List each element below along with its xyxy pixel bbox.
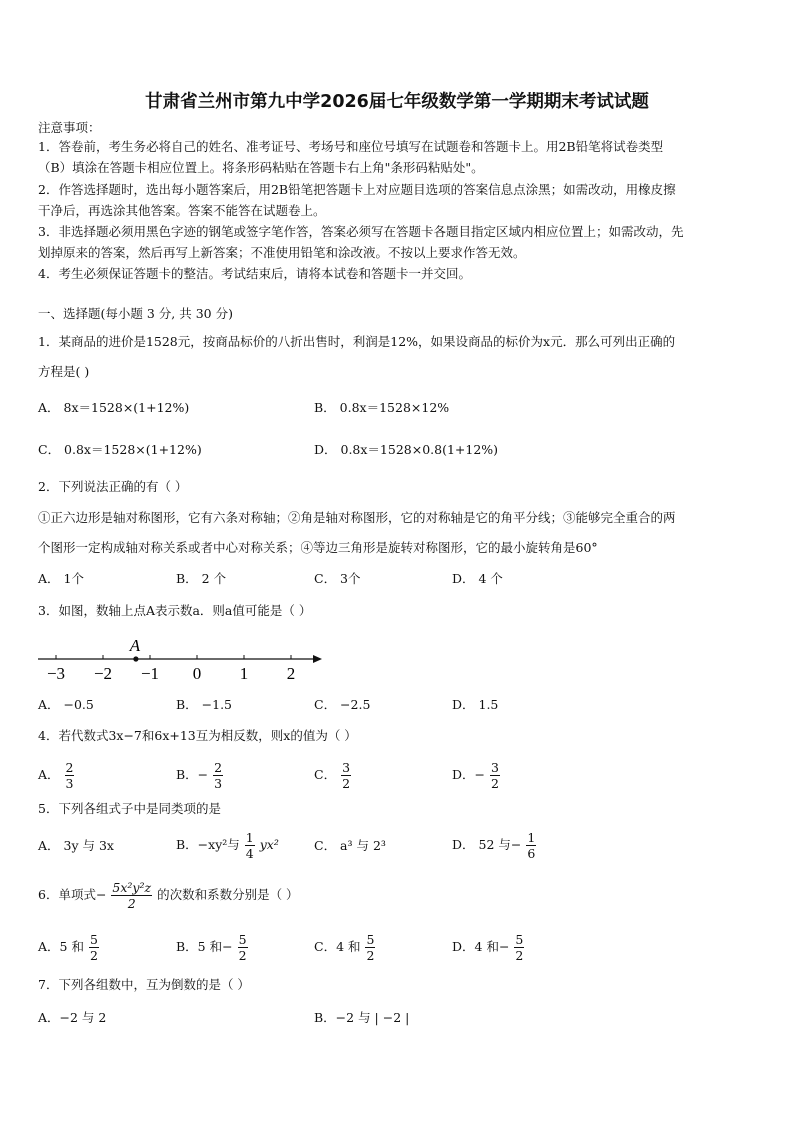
numerator: 2 [65,760,74,775]
denominator: 6 [527,846,536,861]
q7-option-a: A．−2 与 2 [38,1010,107,1025]
question-1-stem: 1．某商品的进价是1528元，按商品标价的八折出售时，利润是12%，如果设商品的标价为x元．那么可列出正确的 [38,334,676,349]
q5-option-d [452,830,537,861]
question-7-stem: 7．下列各组数中，互为倒数的是（ ） [38,977,250,992]
fraction [490,760,500,791]
option-letter: D．− [452,767,485,782]
numerator: 5 [238,932,247,947]
numerator: 1 [245,830,254,845]
stem-text: 的次数和系数分别是（ ） [157,887,299,902]
q6-option-b [176,932,249,963]
question-4-stem: 4．若代数式3x−7和6x+13互为相反数，则x的值为（ ） [38,728,357,743]
notice-line: 4．考生必须保证答题卡的整洁。考试结束后，请将本试卷和答题卡一并交回。 [38,266,471,281]
q2-option-a: A． 1个 [38,571,84,586]
q5-option-a: A． 3y 与 3x [38,838,114,853]
denominator: 2 [127,896,136,911]
question-5-stem: 5．下列各组式子中是同类项的是 [38,801,221,816]
denominator: 3 [65,776,74,791]
option-text: B．−xy²与 [176,837,240,852]
number-line-tick-label: 0 [192,664,202,683]
numerator: 5 [366,932,375,947]
number-line-tick-label: −2 [93,664,113,683]
fraction [65,760,75,791]
question-6-stem [38,880,299,911]
option-text: yx² [259,837,279,852]
q3-option-c: C． −2.5 [314,697,371,712]
number-line-arrow [313,655,322,663]
stem-text: 6．单项式− [38,887,107,902]
option-text: B．5 和− [176,939,233,954]
number-line-tick-label: 2 [286,664,296,683]
denominator: 3 [214,776,223,791]
fraction [89,932,99,963]
fraction [238,932,248,963]
number-line-figure [34,628,334,688]
option-text: C．4 和 [314,939,361,954]
q7-option-b: B．−2 与 | −2 | [314,1010,410,1025]
notice-line: （B）填涂在答题卡相应位置上。将条形码粘贴在答题卡右上角"条形码粘贴处"。 [38,160,484,175]
q6-option-d [452,932,525,963]
notice-line: 3．非选择题必须用黑色字迹的钢笔或签字笔作答，答案必须写在答题卡各题目指定区域内相应位置上；如需改动，先 [38,224,684,239]
fraction [245,830,255,861]
q2-option-d: D． 4 个 [452,571,503,586]
q3-option-d: D． 1.5 [452,697,499,712]
fraction [213,760,223,791]
q1-option-d: D． 0.8x＝1528×0.8(1+12%) [314,442,499,457]
q6-option-c [314,932,376,963]
numerator: 3 [342,760,351,775]
notice-line: 划掉原来的答案，然后再写上新答案；不准使用铅笔和涂改液。不按以上要求作答无效。 [38,245,526,260]
denominator: 2 [515,948,524,963]
q6-option-a [38,932,100,963]
notice-line: 干净后，再选涂其他答案。答案不能答在试题卷上。 [38,203,326,218]
q4-option-a [38,760,75,791]
denominator: 2 [366,948,375,963]
numerator: 5x²y²z [112,880,152,895]
q3-option-b: B． −1.5 [176,697,233,712]
q5-option-b [176,830,279,861]
notice-heading: 注意事项： [38,120,101,135]
numerator: 3 [490,760,499,775]
denominator: 2 [342,776,351,791]
point-a-label: A [129,636,141,655]
q1-option-b: B． 0.8x＝1528×12% [314,400,450,415]
question-2-text: ①正六边形是轴对称图形，它有六条对称轴；②角是轴对称图形，它的对称轴是它的角平分线；③能够完全重合的两 [38,510,676,525]
section-heading: 一、选择题(每小题 3 分, 共 30 分) [38,306,233,321]
numerator: 1 [527,830,536,845]
q5-option-c: C． a³ 与 2³ [314,838,386,853]
option-letter: B．− [176,767,209,782]
option-text: D． 52 与− [452,837,522,852]
q1-option-c: C． 0.8x＝1528×(1+12%) [38,442,202,457]
number-line-tick-label: −1 [140,664,160,683]
q4-option-b [176,760,224,791]
q1-option-a: A． 8x＝1528×(1+12%) [38,400,190,415]
q2-option-c: C． 3个 [314,571,361,586]
question-2-stem: 2．下列说法正确的有（ ） [38,479,188,494]
notice-line: 1．答卷前，考生务必将自己的姓名、准考证号、考场号和座位号填写在试题卷和答题卡上。用2B铅笔将试卷类型 [38,139,664,154]
question-3-stem: 3．如图，数轴上点A表示数a．则a值可能是（ ） [38,603,312,618]
q3-option-a: A． −0.5 [38,697,94,712]
fraction [111,880,152,911]
option-letter: C． [314,767,337,782]
fraction [526,830,536,861]
denominator: 2 [490,776,499,791]
numerator: 2 [214,760,223,775]
point-a-dot [133,656,138,661]
fraction [341,760,351,791]
question-2-text-2: 个图形一定构成轴对称关系或者中心对称关系；④等边三角形是旋转对称图形，它的最小旋转角是60° [38,540,598,555]
number-line-tick-label: 1 [239,664,249,683]
notice-line: 2．作答选择题时，选出每小题答案后，用2B铅笔把答题卡上对应题目选项的答案信息点涂黑；如需改动，用橡皮擦 [38,182,676,197]
question-1-stem-2: 方程是( ) [38,364,90,379]
q2-option-b: B． 2 个 [176,571,227,586]
numerator: 5 [89,932,98,947]
denominator: 4 [245,846,254,861]
fraction [514,932,524,963]
q4-option-d [452,760,501,791]
denominator: 2 [89,948,98,963]
denominator: 2 [238,948,247,963]
q4-option-c [314,760,352,791]
option-letter: A． [38,767,60,782]
fraction [365,932,375,963]
option-text: D．4 和− [452,939,510,954]
page-title: 甘肃省兰州市第九中学2026届七年级数学第一学期期末考试试题 [145,92,649,112]
option-text: A．5 和 [38,939,84,954]
numerator: 5 [515,932,524,947]
number-line-tick-label: −3 [46,664,66,683]
